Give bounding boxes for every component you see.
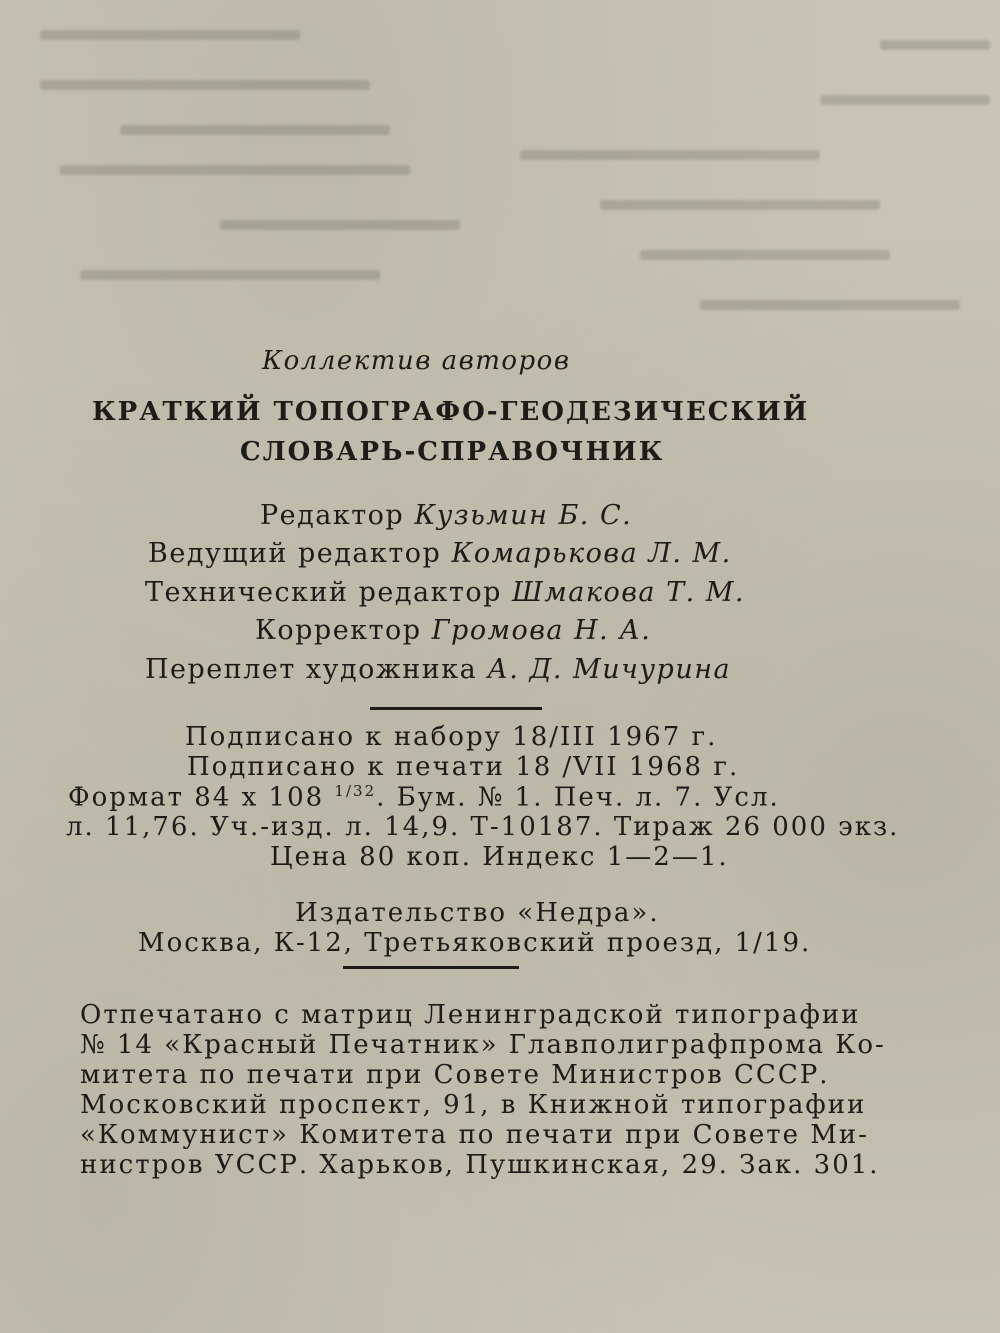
format-paper: . Бум. № 1. Печ. л. 7. Усл. bbox=[376, 782, 780, 813]
credit-name: Кузьмин Б. С. bbox=[414, 500, 633, 531]
printing-line: нистров УССР. Харьков, Пушкинская, 29. Зак. 301. bbox=[80, 1150, 880, 1180]
authors-line: Коллектив авторов bbox=[262, 346, 571, 376]
credit-name: Громова Н. А. bbox=[431, 615, 652, 646]
book-title-line-1: КРАТКИЙ ТОПОГРАФО-ГЕОДЕЗИЧЕСКИЙ bbox=[92, 397, 810, 427]
divider-rule bbox=[370, 707, 542, 710]
credit-role: Корректор bbox=[255, 615, 422, 646]
imprint-print: Подписано к печати 18 /VII 1968 г. bbox=[187, 752, 740, 782]
credit-tech-editor bbox=[145, 577, 745, 608]
book-title-line-2: СЛОВАРЬ-СПРАВОЧНИК bbox=[240, 437, 665, 467]
imprint-price: Цена 80 коп. Индекс 1—2—1. bbox=[270, 842, 729, 872]
credit-lead-editor bbox=[148, 538, 732, 569]
format-size: Формат 84 x 108 bbox=[68, 782, 325, 813]
credit-name: Комарькова Л. М. bbox=[451, 538, 732, 569]
credit-editor bbox=[260, 500, 632, 531]
printing-line: № 14 «Красный Печатник» Главполиграфпрома Ко- bbox=[80, 1030, 886, 1060]
printing-line: Отпечатано с матриц Ленинградской типографии bbox=[80, 1000, 861, 1030]
imprint-typeset: Подписано к набору 18/III 1967 г. bbox=[185, 722, 718, 752]
credit-binding-artist bbox=[145, 654, 731, 685]
credit-role: Технический редактор bbox=[145, 577, 502, 608]
printing-line: Московский проспект, 91, в Книжной типографии bbox=[80, 1090, 867, 1120]
credit-role: Переплет художника bbox=[145, 654, 478, 685]
credit-role: Ведущий редактор bbox=[148, 538, 442, 569]
credit-name: А. Д. Мичурина bbox=[487, 654, 732, 685]
format-fraction: 1/32 bbox=[334, 782, 377, 800]
divider-rule bbox=[343, 966, 519, 969]
printing-line: митета по печати при Совете Министров СССР. bbox=[80, 1060, 830, 1090]
imprint-format bbox=[68, 782, 780, 813]
imprint-sheets: л. 11,76. Уч.-изд. л. 14,9. Т-10187. Тираж 26 000 экз. bbox=[66, 812, 900, 842]
credit-name: Шмакова Т. М. bbox=[512, 577, 746, 608]
publisher-name: Издательство «Недра». bbox=[295, 898, 660, 928]
printing-line: «Коммунист» Комитета по печати при Совете Ми- bbox=[80, 1120, 869, 1150]
credit-corrector bbox=[255, 615, 651, 646]
credit-role: Редактор bbox=[260, 500, 405, 531]
publisher-address: Москва, К-12, Третьяковский проезд, 1/19. bbox=[138, 928, 812, 958]
